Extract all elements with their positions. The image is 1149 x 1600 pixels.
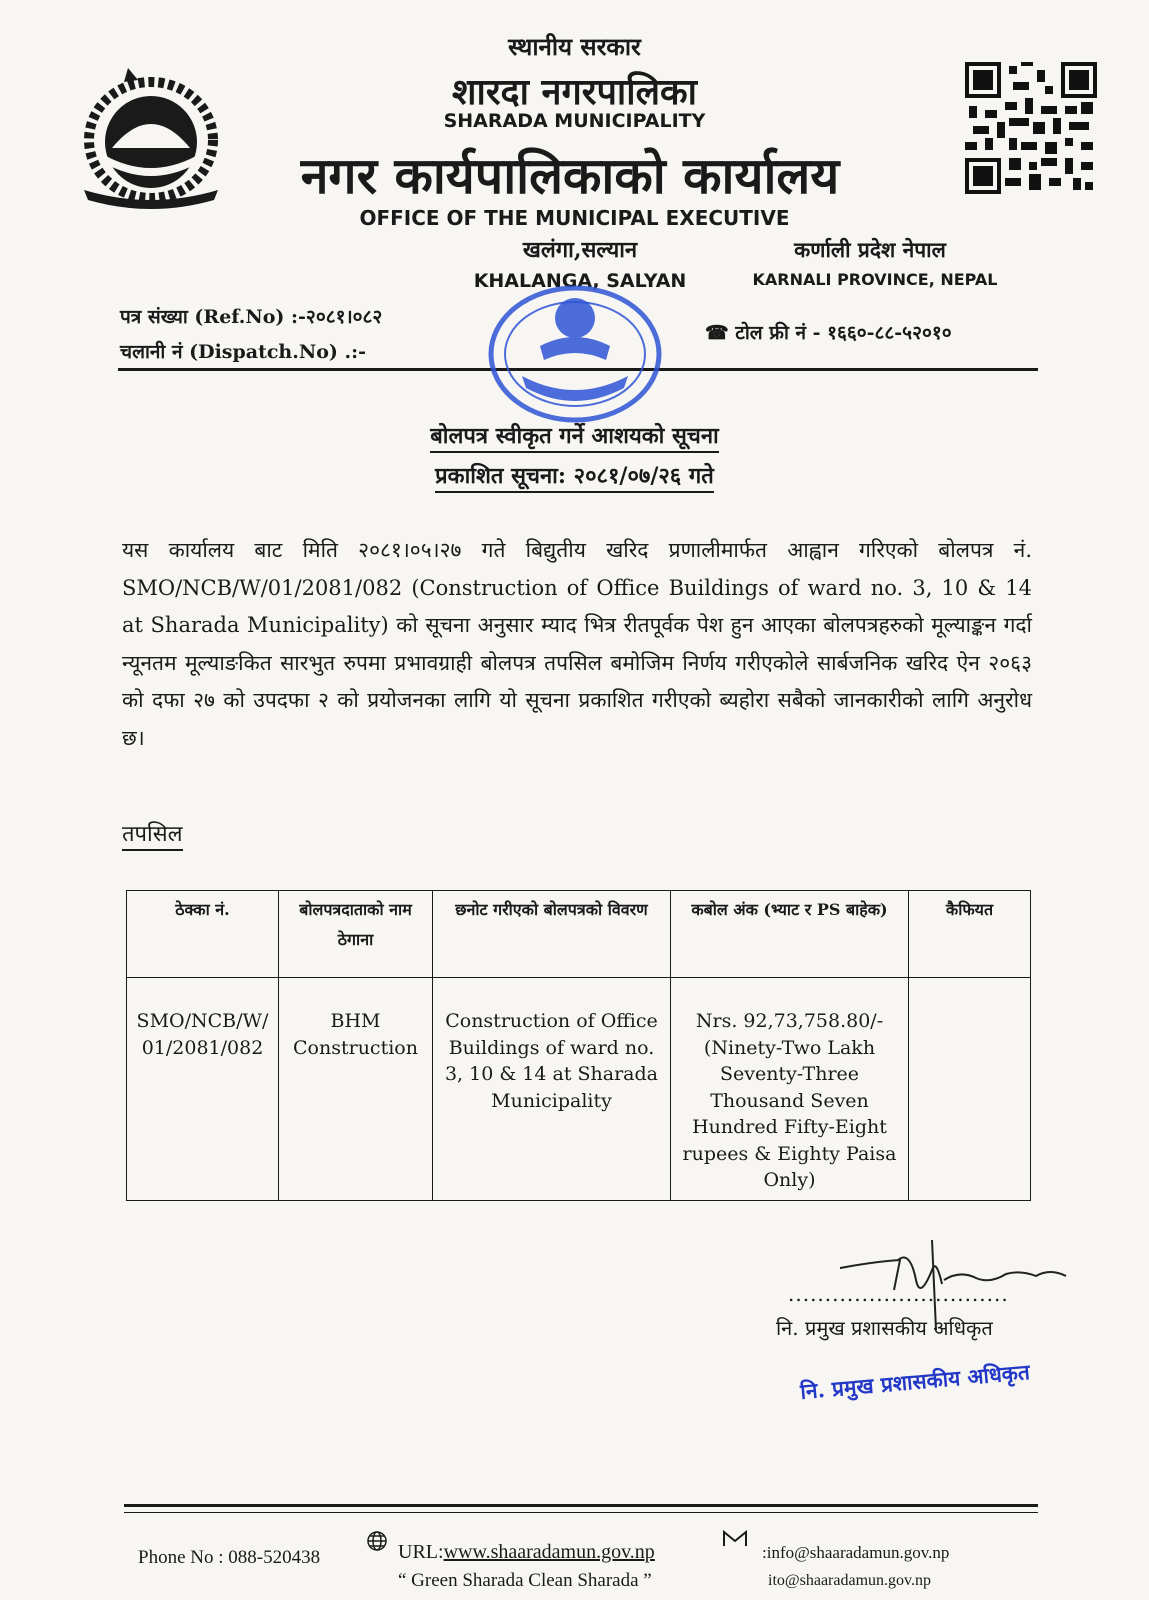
footer-divider-thick [124, 1504, 1038, 1507]
footer-url-prefix: URL: [398, 1541, 444, 1563]
col-contract-no: ठेक्का नं. [127, 891, 279, 978]
office-name-english: OFFICE OF THE MUNICIPAL EXECUTIVE [359, 206, 790, 230]
cell-remarks [909, 978, 1031, 1201]
col-bidder-name: बोलपत्रदाताको नाम ठेगाना [279, 891, 433, 978]
col-bid-description: छनोट गरीएको बोलपत्रको विवरण [433, 891, 671, 978]
cell-bid-amount: Nrs. 92,73,758.80/- (Ninety-Two Lakh Seventy-Three Thousand Seven Hundred Fifty-Eight rupees & Eighty Paisa Only) [671, 978, 909, 1201]
details-section-label: तपसिल [122, 818, 183, 851]
col-bid-amount: कबोल अंक (भ्याट र PS बाहेक) [671, 891, 909, 978]
reference-number: पत्र संख्या (Ref.No) :-२०८१।०८२ [120, 306, 383, 328]
telephone-icon: ☎ [705, 322, 729, 344]
globe-icon [366, 1530, 388, 1552]
office-name-nepali: नगर कार्यपालिकाको कार्यालय [300, 146, 840, 205]
local-government-label: स्थानीय सरकार [508, 32, 641, 61]
municipality-name-nepali: शारदा नगरपालिका [452, 71, 697, 113]
footer-phone: Phone No : 088-520438 [138, 1547, 321, 1568]
table-row [127, 978, 1031, 1201]
footer-website [398, 1541, 655, 1564]
notice-published-text: प्रकाशित सूचना: २०८१/०७/२६ गते [435, 463, 714, 493]
province-english: KARNALI PROVINCE, NEPAL [752, 270, 998, 289]
office-seal-stamp [482, 276, 668, 428]
notice-published-date [0, 460, 1149, 490]
location-english: KHALANGA, SALYAN [473, 270, 687, 292]
mail-icon [722, 1530, 748, 1548]
footer-divider-thin [124, 1512, 1038, 1513]
table-header-row [127, 891, 1031, 978]
toll-free-number [705, 319, 952, 345]
footer-email-info: :info@shaaradamun.gov.np [762, 1543, 950, 1562]
notice-title [0, 420, 1149, 450]
notice-title-text: बोलपत्र स्वीकृत गर्ने आशयको सूचना [430, 423, 719, 453]
toll-free-text: टोल फ्री नं - १६६०-८८-५२०१० [735, 322, 952, 344]
footer-email-it: ito@shaaradamun.gov.np [768, 1572, 931, 1589]
footer-url-link[interactable]: www.shaaradamun.gov.np [443, 1541, 655, 1563]
province-nepali: कर्णाली प्रदेश नेपाल [794, 237, 946, 262]
signature-dots: .............................. [788, 1282, 1009, 1306]
cell-bidder-name: BHM Construction [279, 978, 433, 1201]
cell-bid-description: Construction of Office Buildings of ward no. 3, 10 & 14 at Sharada Municipality [433, 978, 671, 1201]
municipality-name-english: SHARADA MUNICIPALITY [443, 110, 706, 132]
signatory-stamp: नि. प्रमुख प्रशासकीय अधिकृत [799, 1359, 1031, 1404]
cell-contract-no: SMO/NCB/W/01/2081/082 [127, 978, 279, 1201]
location-nepali: खलंगा,सल्यान [522, 237, 638, 263]
dispatch-number: चलानी नं (Dispatch.No) .:- [120, 341, 367, 363]
signatory-title: नि. प्रमुख प्रशासकीय अधिकृत [776, 1316, 993, 1340]
footer-slogan: “ Green Sharada Clean Sharada ” [398, 1570, 652, 1591]
notice-body: यस कार्यालय बाट मिति २०८१।०५।२७ गते बिद्युतीय खरिद प्रणालीमार्फत आह्वान गरिएको बोलपत्र नं. SMO/NCB/W/01/2081/082 (Construction of Office Buildings of ward no. 3, 10 & 14 at Sharada Municipality) को सूचना अनुसार म्याद भित्र रीतपूर्वक पेश हुन आएका बोलपत्रहरुको मूल्याङ्कन गर्दा न्यूनतम मूल्याङकित सारभुत रुपमा प्रभावग्राही बोलपत्र तपसिल बमोजिम निर्णय गरीएकोले सार्बजनिक खरिद ऐन २०६३ को दफा २७ को उपदफा २ को प्रयोजनका लागि यो सूचना प्रकाशित गरीएको ब्यहोरा सबैको जानकारीको लागि अनुरोध छ। [122, 538, 1032, 750]
bid-details-table [126, 890, 1031, 1201]
col-remarks: कैफियत [909, 891, 1031, 978]
